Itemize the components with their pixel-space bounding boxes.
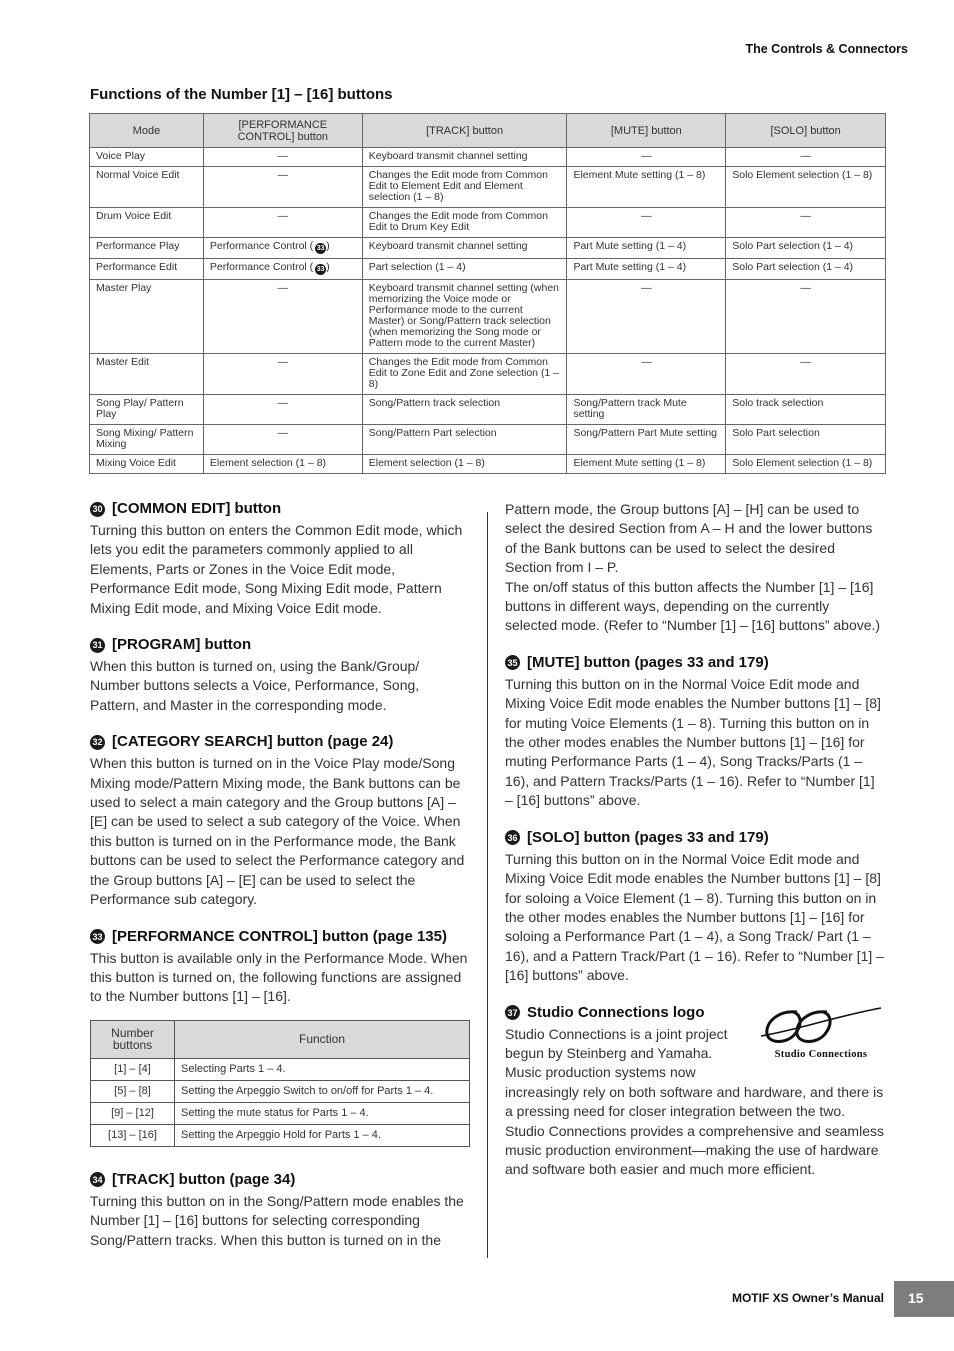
table-cell: Solo Part selection (1 – 4) (726, 238, 886, 259)
table-cell: Setting the mute status for Parts 1 – 4. (175, 1102, 470, 1124)
table-cell: Song/Pattern Part selection (362, 425, 567, 455)
table-row (90, 395, 886, 425)
column-divider (487, 512, 488, 1258)
studio-connections-logo-icon (757, 1004, 885, 1048)
table-row (91, 1124, 470, 1146)
header-track: [TRACK] button (362, 114, 567, 148)
table-cell: — (567, 280, 726, 354)
table-cell: — (726, 354, 886, 395)
circled-number-icon: 33 (316, 266, 325, 273)
table-cell: Keyboard transmit channel setting (362, 148, 567, 167)
cell-text: Performance Control ( (209, 261, 314, 273)
table-cell: Changes the Edit mode from Common Edit to Drum Key Edit (362, 208, 567, 238)
table-cell: Master Play (90, 280, 204, 354)
table-row (90, 280, 886, 354)
header-mode: Mode (90, 114, 204, 148)
section-heading (505, 829, 885, 847)
circled-number-icon: 33 (316, 245, 325, 252)
header-function: Function (175, 1020, 470, 1058)
table-cell: — (203, 354, 362, 395)
table-cell: [13] – [16] (91, 1124, 175, 1146)
left-column (90, 500, 470, 1268)
table-cell: Song/Pattern track selection (362, 395, 567, 425)
circled-number-icon: 30 (90, 502, 105, 517)
section-title: Studio Connections logo (527, 1003, 705, 1021)
section-track (90, 1171, 470, 1250)
table-row (90, 148, 886, 167)
cell-text: ) (326, 261, 330, 273)
section-program (90, 636, 470, 715)
table-cell: Solo Element selection (1 – 8) (726, 455, 886, 474)
table-cell: — (203, 208, 362, 238)
table-cell: [5] – [8] (91, 1080, 175, 1102)
table-row (90, 238, 886, 259)
table-cell: Solo Part selection (726, 425, 886, 455)
section-heading (90, 928, 470, 946)
table-cell: — (567, 354, 726, 395)
section-body: Pattern mode, the Group buttons [A] – [H] can be used to select the desired Section from A – H and the lower buttons of the Bank buttons can be used to select the desired Section from I – P. (505, 501, 873, 576)
section-mute (505, 654, 885, 811)
table-cell: — (726, 208, 886, 238)
section-track-continued (505, 500, 885, 636)
table-cell: Drum Voice Edit (90, 208, 204, 238)
circled-number-icon: 32 (90, 735, 105, 750)
section-body: Turning this button on enters the Common Edit mode, which lets you edit the parameters commonly applied to all Elements, Parts or Zones in the Voice Edit mode, Performance Edit mode, Song Mixing Edit mode, Pattern Mixing Edit mode, and Mixing Voice Edit mode. (90, 522, 463, 616)
section-title: [TRACK] button (page 34) (112, 1170, 296, 1188)
section-category-search (90, 733, 470, 909)
section-title: [SOLO] button (pages 33 and 179) (527, 828, 769, 846)
table-cell: Voice Play (90, 148, 204, 167)
table-row (90, 425, 886, 455)
table-cell: — (203, 425, 362, 455)
table-cell: Changes the Edit mode from Common Edit to Element Edit and Element selection (1 – 8) (362, 167, 567, 208)
table-cell: Song/Pattern track Mute setting (567, 395, 726, 425)
table-cell: Mixing Voice Edit (90, 455, 204, 474)
section-body: Turning this button on in the Song/Pattern mode enables the Number [1] – [16] buttons for selecting corresponding Song/Pattern tracks. When this button is turned on in the (90, 1192, 464, 1248)
section-heading (505, 1004, 747, 1022)
section-body: When this button is turned on, using the Bank/Group/ Number buttons selects a Voice, Performance, Song, Pattern, and Master in the corresponding mode. (90, 658, 420, 713)
table-cell (203, 238, 362, 259)
table-cell: Performance Edit (90, 259, 204, 280)
circled-number-icon: 34 (90, 1172, 105, 1187)
running-header: The Controls & Connectors (745, 42, 908, 56)
table-cell: Part selection (1 – 4) (362, 259, 567, 280)
section-heading (505, 654, 885, 672)
table-row (90, 208, 886, 238)
table-cell: Part Mute setting (1 – 4) (567, 238, 726, 259)
section-heading (90, 500, 470, 518)
table-cell: — (203, 280, 362, 354)
page-number: 15 (894, 1281, 954, 1317)
table-row (91, 1102, 470, 1124)
circled-number-icon: 36 (505, 830, 520, 845)
circled-number-icon: 33 (90, 929, 105, 944)
table-cell: Element selection (1 – 8) (362, 455, 567, 474)
section-performance-control (90, 928, 470, 1007)
cell-text: Performance Control ( (209, 240, 314, 252)
table-cell: [9] – [12] (91, 1102, 175, 1124)
functions-table-title: Functions of the Number [1] – [16] buttons (90, 86, 393, 103)
section-title: [MUTE] button (pages 33 and 179) (527, 653, 769, 671)
section-body: Turning this button on in the Normal Voice Edit mode and Mixing Voice Edit mode enables the Number buttons [1] – [8] for soloing a Voice Element (1 – 8). Turning this button on in the other modes enables the Number buttons [1] – [16] for soloing a Performance Part (1 – 4), a Song Track/ Part (1 – 16), and a Pattern Track/Part (1 – 16). Refer to “Number [1] – [16] buttons” above. (505, 850, 884, 984)
table-cell: — (567, 208, 726, 238)
table-cell: Master Edit (90, 354, 204, 395)
header-mute: [MUTE] button (567, 114, 726, 148)
perf-table-header (91, 1020, 470, 1058)
table-cell: Element selection (1 – 8) (203, 455, 362, 474)
table-cell: Element Mute setting (1 – 8) (567, 455, 726, 474)
table-cell: Changes the Edit mode from Common Edit to Zone Edit and Zone selection (1 – 8) (362, 354, 567, 395)
table-cell: — (567, 148, 726, 167)
table-cell: Song Play/ Pattern Play (90, 395, 204, 425)
table-cell: [1] – [4] (91, 1058, 175, 1080)
right-column (505, 500, 885, 1198)
performance-control-table (90, 1020, 470, 1147)
table-cell: — (203, 167, 362, 208)
table-cell: Song Mixing/ Pattern Mixing (90, 425, 204, 455)
logo-wordmark: Studio Connections (774, 1048, 868, 1060)
table-row (91, 1080, 470, 1102)
table-cell: — (726, 280, 886, 354)
table-cell: Solo Element selection (1 – 8) (726, 167, 886, 208)
table-row (90, 259, 886, 280)
section-solo (505, 829, 885, 986)
circled-number-icon: 37 (505, 1005, 520, 1020)
table-cell: Part Mute setting (1 – 4) (567, 259, 726, 280)
section-body: This button is available only in the Performance Mode. When this button is turned on, the following functions are assigned to the Number buttons [1] – [16]. (90, 949, 468, 1005)
cell-text: ) (326, 240, 330, 252)
section-title: [PERFORMANCE CONTROL] button (page 135) (112, 927, 447, 945)
table-row (90, 167, 886, 208)
section-heading (90, 636, 470, 654)
section-heading (90, 733, 470, 751)
section-title: [COMMON EDIT] button (112, 500, 282, 517)
section-title: [PROGRAM] button (112, 636, 252, 654)
functions-table-header (90, 114, 886, 148)
circled-number-icon: 35 (505, 655, 520, 670)
table-cell: Performance Play (90, 238, 204, 259)
footer-manual-title: MOTIF XS Owner’s Manual (731, 1291, 884, 1305)
table-row (90, 455, 886, 474)
table-cell: Setting the Arpeggio Hold for Parts 1 – 4. (175, 1124, 470, 1146)
header-number-buttons: Number buttons (91, 1020, 175, 1058)
section-title: [CATEGORY SEARCH] button (page 24) (112, 733, 394, 751)
table-cell: — (726, 148, 886, 167)
functions-table (89, 113, 886, 474)
circled-number-icon: 31 (90, 638, 105, 653)
studio-connections-logo (757, 1004, 885, 1060)
table-cell: Keyboard transmit channel setting (362, 238, 567, 259)
table-cell: Keyboard transmit channel setting (when memorizing the Voice mode or Performance mode to the current Master) or Song/Pattern track selection (when memorizing the Song mode or Pattern mode to the current Master) (362, 280, 567, 354)
table-cell: Element Mute setting (1 – 8) (567, 167, 726, 208)
section-body: When this button is turned on in the Voice Play mode/Song Mixing mode/Pattern Mixing mode, the Bank buttons can be used to select a main category and the Group buttons [A] – [E] can be used to select a sub category of the Voice. When this button is turned on in the Performance mode, the Bank buttons can be used to select the Performance category and the Group buttons [A] – [E] can be used to select the Performance sub category. (90, 755, 465, 908)
table-row (90, 354, 886, 395)
table-cell: — (203, 395, 362, 425)
table-cell: Song/Pattern Part Mute setting (567, 425, 726, 455)
section-body: Turning this button on in the Normal Voice Edit mode and Mixing Voice Edit mode enables the Number buttons [1] – [8] for muting Voice Elements (1 – 8). Turning this button on in the other modes enables the Number buttons [1] – [16] for muting Performance Parts (1 – 4), Song Tracks/Parts (1 – 16), and Pattern Tracks/Parts (1 – 16). Refer to “Number [1] – [16] buttons” above. (505, 675, 881, 809)
section-common-edit (90, 500, 470, 618)
section-heading (90, 1171, 470, 1189)
table-cell (203, 259, 362, 280)
table-cell: — (203, 148, 362, 167)
table-row (91, 1058, 470, 1080)
section-body: Studio Connections is a joint project begun by Steinberg and Yamaha. Music production systems now increasingly rely on both software and hardware, and there is a pressing need for closer integration between the two. Studio Connections provides a comprehensive and seamless music production environment—making the use of hardware and software both easier and much more efficient. (505, 1025, 884, 1178)
table-cell: Selecting Parts 1 – 4. (175, 1058, 470, 1080)
section-studio-connections (505, 1004, 885, 1180)
table-cell: Normal Voice Edit (90, 167, 204, 208)
section-body: The on/off status of this button affects the Number [1] – [16] buttons in different ways, depending on the currently selected mode. (Refer to “Number [1] – [16] buttons” above.) (505, 578, 881, 634)
table-cell: Solo Part selection (1 – 4) (726, 259, 886, 280)
table-cell: Setting the Arpeggio Switch to on/off for Parts 1 – 4. (175, 1080, 470, 1102)
table-cell: Solo track selection (726, 395, 886, 425)
header-performance-control: [PERFORMANCE CONTROL] button (203, 114, 362, 148)
header-solo: [SOLO] button (726, 114, 886, 148)
